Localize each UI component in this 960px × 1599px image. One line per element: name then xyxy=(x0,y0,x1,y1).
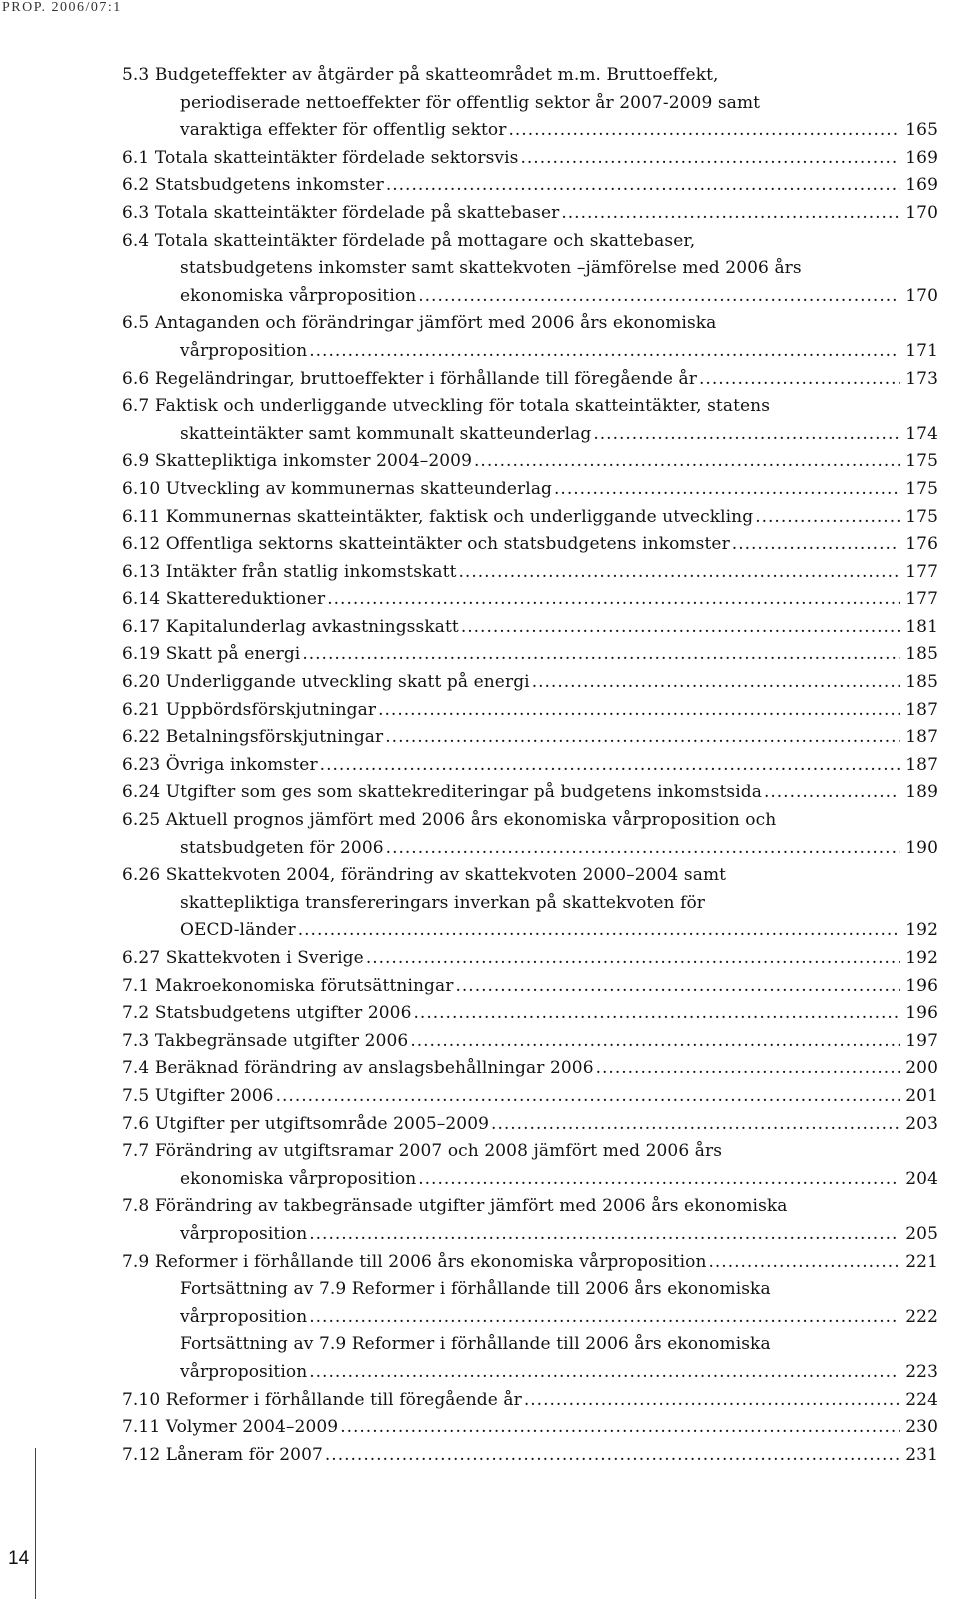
toc-entry-title: Fortsättning av 7.9 Reformer i förhållande till 2006 års ekonomiska xyxy=(180,1279,771,1300)
dot-leader xyxy=(474,448,900,476)
dot-leader xyxy=(593,421,900,449)
toc-entry-title: 6.1 Totala skatteintäkter fördelade sektorsvis xyxy=(122,147,519,168)
toc-entry[interactable] xyxy=(122,1055,938,1083)
toc-entry[interactable] xyxy=(122,586,938,614)
toc-entry-title: 6.20 Underliggande utveckling skatt på energi xyxy=(122,672,530,693)
toc-entry[interactable] xyxy=(122,779,938,807)
toc-entry[interactable] xyxy=(122,973,938,1001)
toc-entry[interactable] xyxy=(122,1138,938,1193)
toc-entry[interactable] xyxy=(122,1331,938,1386)
table-of-contents xyxy=(122,62,938,1469)
toc-page-number: 169 xyxy=(905,147,938,168)
toc-page-number: 170 xyxy=(905,202,938,223)
toc-entry[interactable] xyxy=(122,945,938,973)
toc-page-number: 224 xyxy=(905,1389,938,1410)
toc-page-number: 175 xyxy=(905,451,938,472)
toc-entry[interactable] xyxy=(122,1414,938,1442)
toc-page-number: 205 xyxy=(905,1223,938,1244)
toc-entry-title-continued: statsbudgetens inkomster samt skattekvoten –jämförelse med 2006 års xyxy=(180,258,802,279)
toc-page-number: 189 xyxy=(905,782,938,803)
dot-leader xyxy=(340,1414,900,1442)
dot-leader xyxy=(414,1000,900,1028)
toc-entry-title: 6.13 Intäkter från statlig inkomstskatt xyxy=(122,561,457,582)
toc-entry-title-continued: skatteintäkter samt kommunalt skatteunderlag xyxy=(180,423,592,444)
toc-page-number: 175 xyxy=(905,506,938,527)
dot-leader xyxy=(309,338,900,366)
toc-entry[interactable] xyxy=(122,752,938,780)
toc-entry-title: 6.7 Faktisk och underliggande utveckling för totala skatteintäkter, statens xyxy=(122,396,771,417)
toc-page-number: 204 xyxy=(905,1168,938,1189)
toc-entry-title: 7.10 Reformer i förhållande till föregående år xyxy=(122,1389,522,1410)
toc-entry-title: 7.11 Volymer 2004–2009 xyxy=(122,1417,339,1438)
toc-entry-title: 6.10 Utveckling av kommunernas skatteunderlag xyxy=(122,478,553,499)
toc-entry[interactable] xyxy=(122,1276,938,1331)
toc-entry[interactable] xyxy=(122,1442,938,1470)
toc-page-number: 185 xyxy=(905,672,938,693)
toc-page-number: 177 xyxy=(905,589,938,610)
dot-leader xyxy=(410,1028,900,1056)
toc-entry[interactable] xyxy=(122,531,938,559)
toc-entry-title: 7.8 Förändring av takbegränsade utgifter jämfört med 2006 års ekonomiska xyxy=(122,1196,788,1217)
toc-entry-title-continued: vårproposition xyxy=(180,1306,308,1327)
toc-entry[interactable] xyxy=(122,1083,938,1111)
toc-page-number: 171 xyxy=(905,340,938,361)
toc-entry-title: 7.2 Statsbudgetens utgifter 2006 xyxy=(122,1003,412,1024)
toc-entry[interactable] xyxy=(122,1000,938,1028)
toc-page-number: 196 xyxy=(905,975,938,996)
toc-entry-title-continued: vårproposition xyxy=(180,1223,308,1244)
dot-leader xyxy=(309,1221,900,1249)
toc-page-number: 185 xyxy=(905,644,938,665)
toc-entry-title: 6.12 Offentliga sektorns skatteintäkter och statsbudgetens inkomster xyxy=(122,534,730,555)
toc-page-number: 165 xyxy=(905,120,938,141)
toc-entry-title-continued: OECD-länder xyxy=(180,920,296,941)
toc-entry-title-continued: varaktiga effekter för offentlig sektor xyxy=(180,120,507,141)
toc-entry-title: 6.25 Aktuell prognos jämfört med 2006 års ekonomiska vårproposition och xyxy=(122,810,777,831)
toc-page-number: 230 xyxy=(905,1417,938,1438)
toc-entry[interactable] xyxy=(122,862,938,945)
toc-entry[interactable] xyxy=(122,145,938,173)
toc-page-number: 187 xyxy=(905,727,938,748)
toc-entry-title: 5.3 Budgeteffekter av åtgärder på skatteområdet m.m. Bruttoeffekt, xyxy=(122,65,719,85)
dot-leader xyxy=(699,366,900,394)
toc-entry-title-continued: vårproposition xyxy=(180,1361,308,1382)
dot-leader xyxy=(418,1166,900,1194)
dot-leader xyxy=(561,200,900,228)
toc-entry[interactable] xyxy=(122,200,938,228)
toc-entry[interactable] xyxy=(122,1387,938,1415)
toc-entry[interactable] xyxy=(122,641,938,669)
dot-leader xyxy=(459,559,900,587)
toc-page-number: 201 xyxy=(905,1085,938,1106)
dot-leader xyxy=(327,586,900,614)
page-number: 14 xyxy=(8,1548,30,1569)
dot-leader xyxy=(418,283,900,311)
toc-entry[interactable] xyxy=(122,559,938,587)
toc-entry-title: 7.7 Förändring av utgiftsramar 2007 och 2008 jämfört med 2006 års xyxy=(122,1141,723,1162)
toc-entry[interactable] xyxy=(122,504,938,532)
toc-page-number: 176 xyxy=(905,534,938,555)
toc-entry-title-continued: vårproposition xyxy=(180,340,308,361)
toc-entry-title: 6.21 Uppbördsförskjutningar xyxy=(122,699,377,720)
toc-entry-title: 6.4 Totala skatteintäkter fördelade på mottagare och skattebaser, xyxy=(122,230,696,251)
toc-page-number: 222 xyxy=(905,1306,938,1327)
toc-page-number: 203 xyxy=(905,1113,938,1134)
toc-entry-title: 6.3 Totala skatteintäkter fördelade på skattebaser xyxy=(122,202,560,223)
toc-entry-title: 6.24 Utgifter som ges som skattekrediteringar på budgetens inkomstsida xyxy=(122,782,762,803)
toc-entry-title: 6.5 Antaganden och förändringar jämfört med 2006 års ekonomiska xyxy=(122,313,717,334)
toc-entry[interactable] xyxy=(122,724,938,752)
toc-page-number: 200 xyxy=(905,1058,938,1079)
toc-page-number: 231 xyxy=(905,1444,938,1465)
toc-entry[interactable] xyxy=(122,476,938,504)
dot-leader xyxy=(461,614,900,642)
toc-page-number: 223 xyxy=(905,1361,938,1382)
toc-entry-title: 6.14 Skattereduktioner xyxy=(122,589,326,610)
toc-page-number: 174 xyxy=(905,423,938,444)
dot-leader xyxy=(320,752,900,780)
toc-entry-title: 7.5 Utgifter 2006 xyxy=(122,1085,274,1106)
dot-leader xyxy=(309,1304,900,1332)
toc-entry[interactable] xyxy=(122,172,938,200)
toc-entry[interactable] xyxy=(122,614,938,642)
dot-leader xyxy=(520,145,900,173)
toc-entry-title: 7.6 Utgifter per utgiftsområde 2005–2009 xyxy=(122,1113,490,1134)
dot-leader xyxy=(455,973,900,1001)
toc-entry-title: 7.12 Låneram för 2007 xyxy=(122,1444,323,1465)
dot-leader xyxy=(491,1111,900,1139)
dot-leader xyxy=(378,697,900,725)
toc-page-number: 197 xyxy=(905,1030,938,1051)
toc-entry-title: 7.3 Takbegränsade utgifter 2006 xyxy=(122,1030,409,1051)
dot-leader xyxy=(386,835,900,863)
toc-page-number: 181 xyxy=(905,616,938,637)
toc-page-number: 192 xyxy=(905,948,938,968)
toc-entry-title: 6.2 Statsbudgetens inkomster xyxy=(122,175,384,196)
toc-entry-title: 6.26 Skattekvoten 2004, förändring av skattekvoten 2000–2004 samt xyxy=(122,865,727,886)
toc-entry-title: Fortsättning av 7.9 Reformer i förhållande till 2006 års ekonomiska xyxy=(180,1334,771,1355)
toc-page-number: 177 xyxy=(905,561,938,582)
dot-leader xyxy=(302,641,900,669)
toc-page-number: 192 xyxy=(905,920,938,941)
toc-entry-title: 6.11 Kommunernas skatteintäkter, faktisk och underliggande utveckling xyxy=(122,506,754,527)
dot-leader xyxy=(532,669,900,697)
dot-leader xyxy=(554,476,900,504)
toc-entry-title: 6.23 Övriga inkomster xyxy=(122,754,318,775)
toc-page-number: 190 xyxy=(905,837,938,858)
toc-page-number: 187 xyxy=(905,699,938,720)
dot-leader xyxy=(309,1359,900,1387)
document-series-mark: PROP. 2006/07:1 xyxy=(2,0,122,15)
toc-page-number: 196 xyxy=(905,1003,938,1024)
dot-leader xyxy=(276,1083,900,1111)
dot-leader xyxy=(524,1387,900,1415)
toc-entry[interactable] xyxy=(122,1249,938,1277)
toc-page-number: 221 xyxy=(905,1251,938,1272)
toc-entry-title-continued: ekonomiska vårproposition xyxy=(180,285,417,306)
toc-entry-title-continued: statsbudgeten för 2006 xyxy=(180,837,384,858)
toc-page-number: 170 xyxy=(905,285,938,306)
toc-page-number: 187 xyxy=(905,754,938,775)
dot-leader xyxy=(366,945,900,973)
toc-entry[interactable] xyxy=(122,62,938,145)
toc-entry[interactable] xyxy=(122,366,938,394)
dot-leader xyxy=(385,724,900,752)
toc-entry[interactable] xyxy=(122,310,938,365)
toc-entry-title: 6.22 Betalningsförskjutningar xyxy=(122,727,384,748)
dot-leader xyxy=(709,1249,901,1277)
dot-leader xyxy=(732,531,900,559)
dot-leader xyxy=(755,504,900,532)
toc-entry[interactable] xyxy=(122,669,938,697)
toc-entry-title: 6.19 Skatt på energi xyxy=(122,644,301,665)
toc-entry-title: 6.6 Regeländringar, bruttoeffekter i förhållande till föregående år xyxy=(122,368,698,389)
toc-entry[interactable] xyxy=(122,1193,938,1248)
toc-entry[interactable] xyxy=(122,228,938,311)
toc-entry[interactable] xyxy=(122,393,938,448)
toc-entry-title-continued: periodiserade nettoeffekter för offentlig sektor år 2007-2009 samt xyxy=(180,92,761,113)
toc-page-number: 175 xyxy=(905,478,938,499)
dot-leader xyxy=(596,1055,900,1083)
toc-page-number: 173 xyxy=(905,368,938,389)
toc-page-number: 169 xyxy=(905,175,938,196)
toc-entry-title: 7.9 Reformer i förhållande till 2006 års ekonomiska vårproposition xyxy=(122,1251,707,1272)
toc-entry-title: 7.1 Makroekonomiska förutsättningar xyxy=(122,975,454,996)
dot-leader xyxy=(764,779,900,807)
toc-entry[interactable] xyxy=(122,807,938,862)
toc-entry-title: 7.4 Beräknad förändring av anslagsbehållningar 2006 xyxy=(122,1058,594,1079)
dot-leader xyxy=(298,917,900,945)
toc-entry-title-continued: ekonomiska vårproposition xyxy=(180,1168,417,1189)
page-edge-rule xyxy=(35,1448,36,1599)
dot-leader xyxy=(386,172,900,200)
toc-entry-title: 6.27 Skattekvoten i Sverige xyxy=(122,948,364,968)
dot-leader xyxy=(508,117,900,145)
toc-entry-title: 6.9 Skattepliktiga inkomster 2004–2009 xyxy=(122,451,473,472)
toc-entry-title: 6.17 Kapitalunderlag avkastningsskatt xyxy=(122,616,459,637)
toc-entry[interactable] xyxy=(122,1028,938,1056)
toc-entry[interactable] xyxy=(122,448,938,476)
toc-entry[interactable] xyxy=(122,1111,938,1139)
toc-entry[interactable] xyxy=(122,697,938,725)
toc-entry-title-continued: skattepliktiga transfereringars inverkan på skattekvoten för xyxy=(180,892,706,913)
dot-leader xyxy=(325,1442,900,1470)
